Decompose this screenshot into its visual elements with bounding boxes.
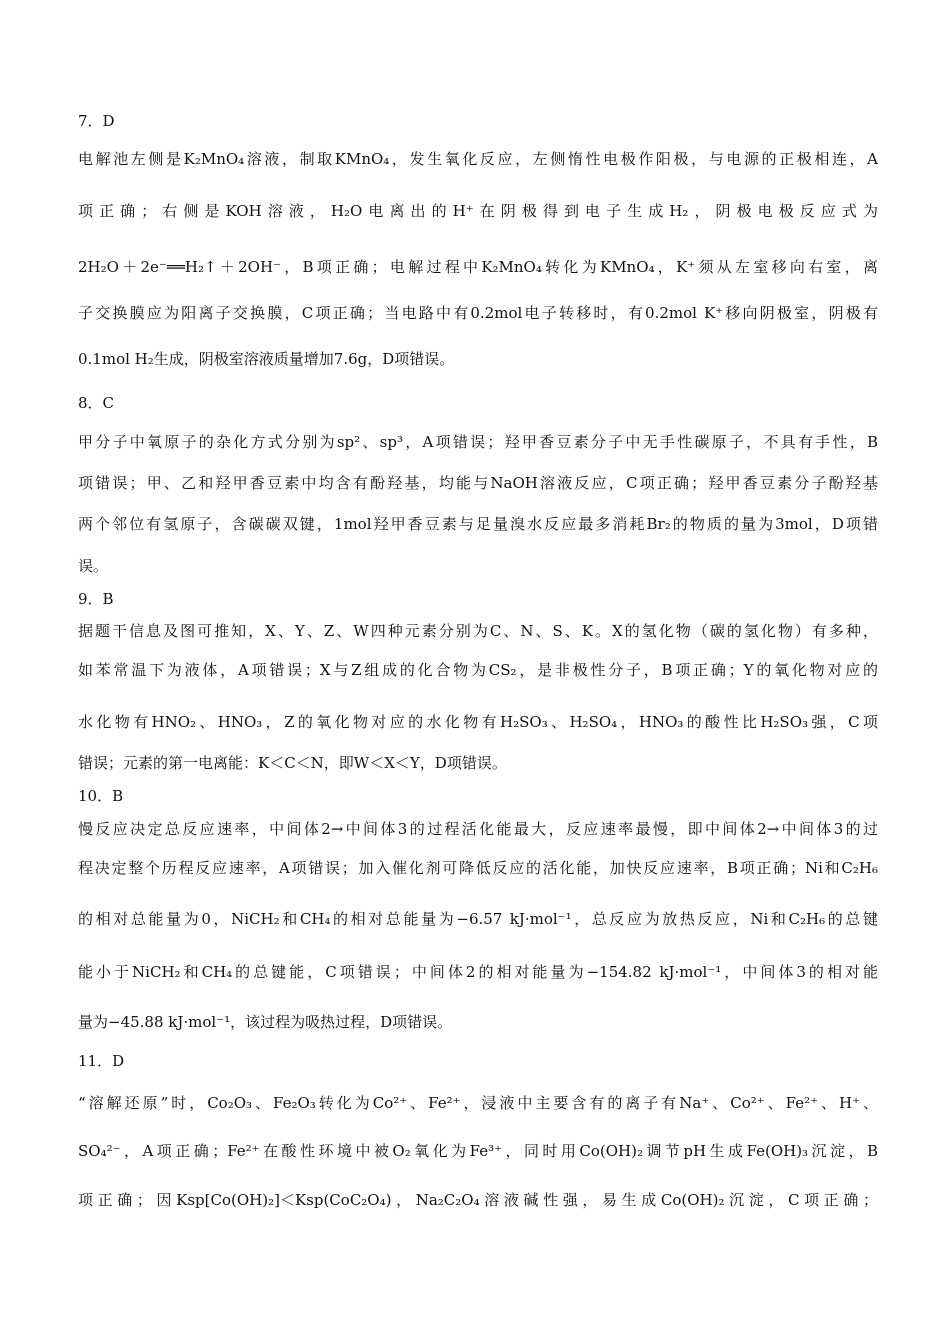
question-7-line-2: 项正确；右侧是KOH溶液，H₂O电离出的H⁺在阴极得到电子生成H₂，阴极电极反应式为 xyxy=(78,202,878,220)
question-8-line-3: 两个邻位有氢原子，含碳碳双键，1mol羟甲香豆素与足量溴水反应最多消耗Br₂的物质的量为3mol，D项错 xyxy=(78,515,878,533)
question-7-line-4: 子交换膜应为阳离子交换膜，C项正确；当电路中有0.2mol电子转移时，有0.2mol K⁺移向阴极室，阴极有 xyxy=(78,304,878,322)
question-10-number: 10．B xyxy=(78,787,124,805)
question-8-line-4: 误。 xyxy=(78,557,109,575)
question-11-number: 11．D xyxy=(78,1052,125,1070)
question-10-line-3: 的相对总能量为0，NiCH₂和CH₄的相对总能量为−6.57 kJ·mol⁻¹，总反应为放热反应，Ni和C₂H₆的总键 xyxy=(78,910,878,928)
question-10-line-2: 程决定整个历程反应速率，A项错误；加入催化剂可降低反应的活化能，加快反应速率，B项正确；Ni和C₂H₆ xyxy=(78,859,878,877)
question-10-line-1: 慢反应决定总反应速率，中间体2→中间体3的过程活化能最大，反应速率最慢，即中间体2→中间体3的过 xyxy=(78,820,878,838)
question-7-line-3: 2H₂O＋2e⁻══H₂↑＋2OH⁻，B项正确；电解过程中K₂MnO₄转化为KMnO₄，K⁺须从左室移向右室，离 xyxy=(78,258,878,276)
question-10-line-5: 量为−45.88 kJ·mol⁻¹，该过程为吸热过程，D项错误。 xyxy=(78,1013,453,1031)
question-11-line-1: “溶解还原”时，Co₂O₃、Fe₂O₃转化为Co²⁺、Fe²⁺，浸液中主要含有的离子有Na⁺、Co²⁺、Fe²⁺、H⁺、 xyxy=(78,1094,878,1112)
question-9-number: 9．B xyxy=(78,590,114,608)
question-9-line-4: 错误；元素的第一电离能：K＜C＜N，即W＜X＜Y，D项错误。 xyxy=(78,754,507,772)
question-8-number: 8．C xyxy=(78,394,115,412)
question-10-line-4: 能小于NiCH₂和CH₄的总键能，C项错误；中间体2的相对能量为−154.82 kJ·mol⁻¹，中间体3的相对能 xyxy=(78,963,878,981)
question-8-line-2: 项错误；甲、乙和羟甲香豆素中均含有酚羟基，均能与NaOH溶液反应，C项正确；羟甲香豆素分子酚羟基 xyxy=(78,474,878,492)
question-9-line-1: 据题干信息及图可推知，X、Y、Z、W四种元素分别为C、N、S、K。X的氢化物（碳的氢化物）有多种， xyxy=(78,622,878,640)
question-8-line-1: 甲分子中氧原子的杂化方式分别为sp²、sp³，A项错误；羟甲香豆素分子中无手性碳原子，不具有手性，B xyxy=(78,433,878,451)
question-11-line-2: SO₄²⁻，A项正确；Fe²⁺在酸性环境中被O₂氧化为Fe³⁺，同时用Co(OH)₂调节pH生成Fe(OH)₃沉淀，B xyxy=(78,1142,878,1160)
question-7-number: 7．D xyxy=(78,112,115,130)
question-7-line-1: 电解池左侧是K₂MnO₄溶液，制取KMnO₄，发生氧化反应，左侧惰性电极作阳极，与电源的正极相连，A xyxy=(78,150,878,168)
question-7-line-5: 0.1mol H₂生成，阴极室溶液质量增加7.6g，D项错误。 xyxy=(78,350,455,368)
question-9-line-2: 如苯常温下为液体，A项错误；X与Z组成的化合物为CS₂，是非极性分子，B项正确；Y的氧化物对应的 xyxy=(78,661,878,679)
question-11-line-3: 项正确；因Ksp[Co(OH)₂]＜Ksp(CoC₂O₄)，Na₂C₂O₄溶液碱性强，易生成Co(OH)₂沉淀，C项正确； xyxy=(78,1191,878,1209)
question-9-line-3: 水化物有HNO₂、HNO₃，Z的氧化物对应的水化物有H₂SO₃、H₂SO₄，HNO₃的酸性比H₂SO₃强，C项 xyxy=(78,713,878,731)
